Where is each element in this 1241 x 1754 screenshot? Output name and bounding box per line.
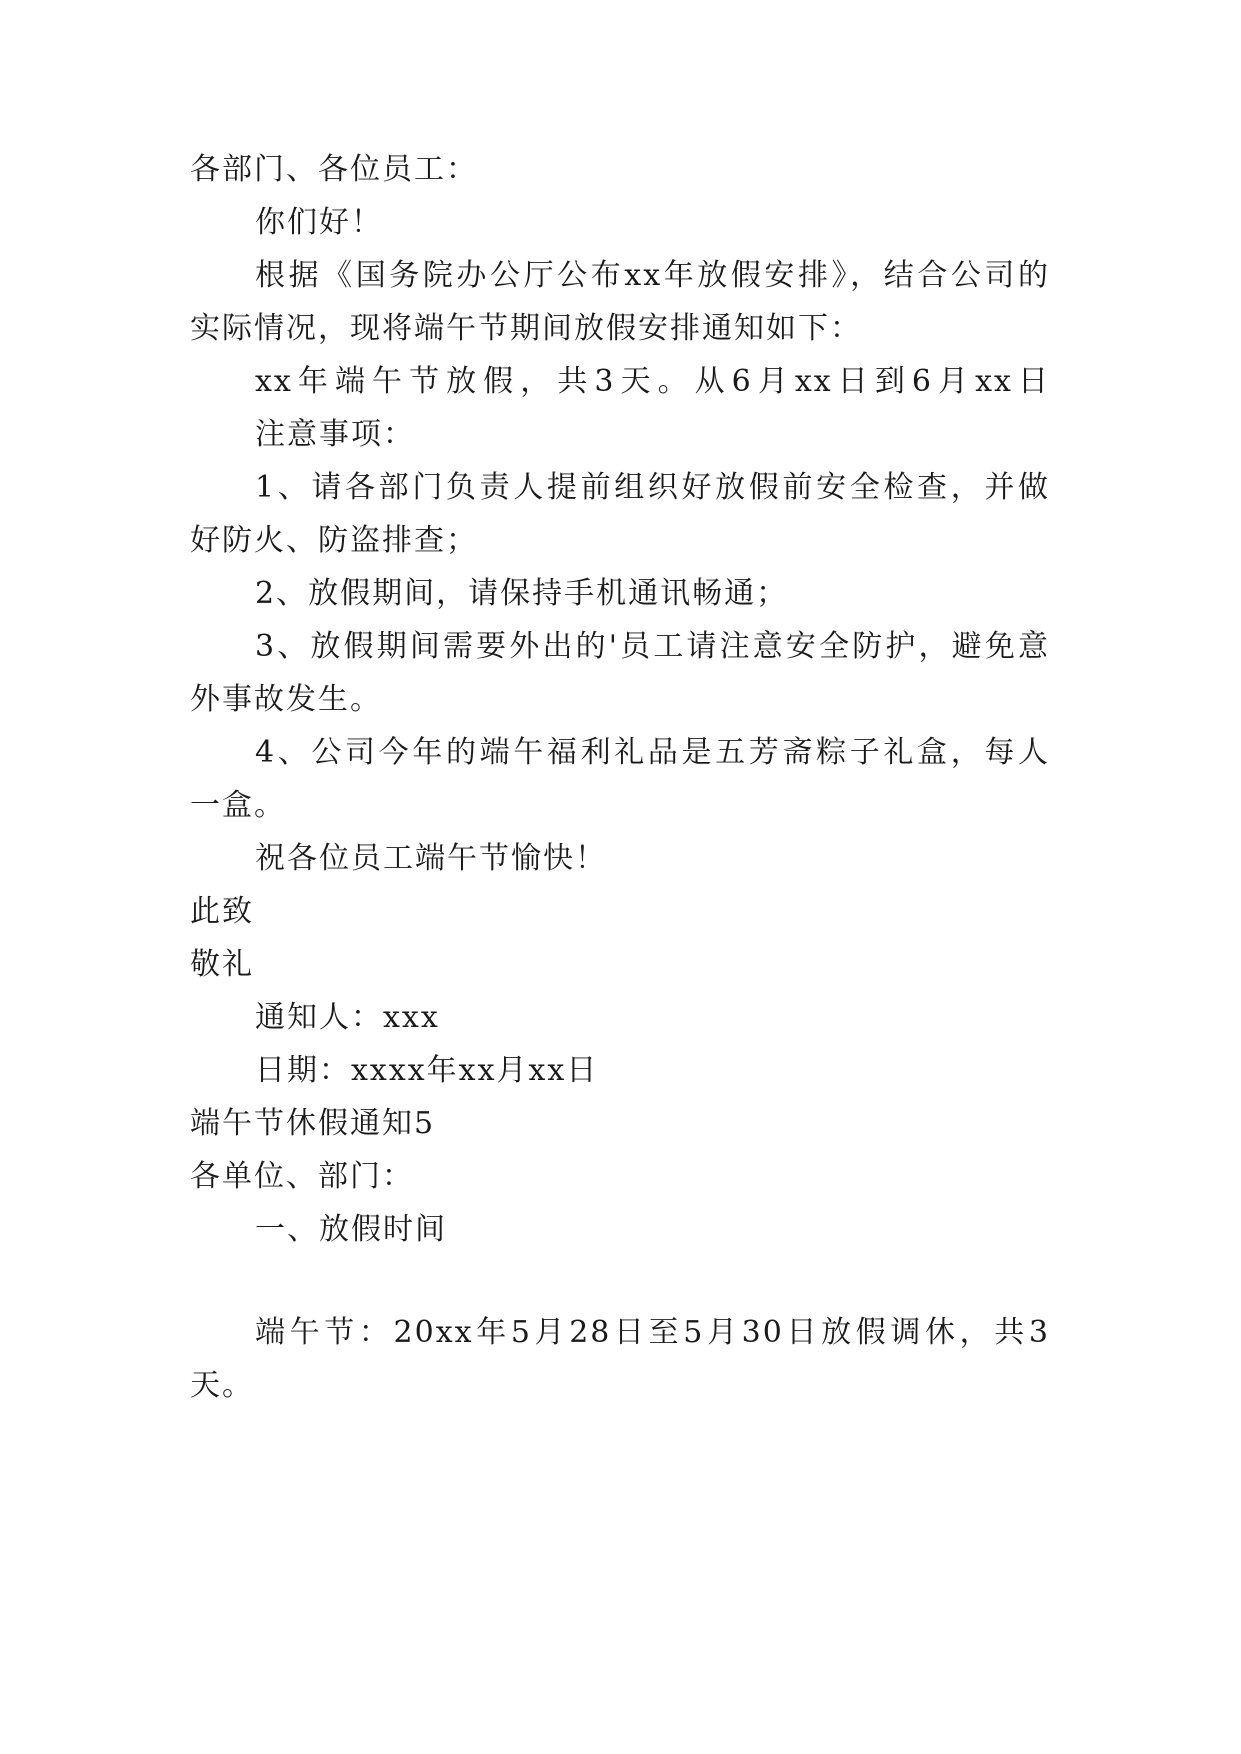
notifier-line: 通知人：xxx xyxy=(255,1000,440,1035)
paragraph-line: 实际情况，现将端午节期间放假安排通知如下： xyxy=(190,311,862,346)
note-item-3-cont: 外事故发生。 xyxy=(190,682,382,717)
holiday-dates-line: xx年端午节放假，共3天。从6月xx日到6月xx日 xyxy=(255,364,1050,399)
note-item-4-cont: 一盒。 xyxy=(190,788,286,823)
wishes-line: 祝各位员工端午节愉快！ xyxy=(255,841,607,876)
addressee-line: 各单位、部门： xyxy=(190,1159,414,1194)
subsection-heading: 一、放假时间 xyxy=(255,1212,447,1247)
salutation-line: 敬礼 xyxy=(190,947,254,982)
notes-heading: 注意事项： xyxy=(255,417,415,452)
note-item-2: 2、放假期间，请保持手机通讯畅通； xyxy=(255,576,789,611)
closing-line: 此致 xyxy=(190,894,254,929)
note-item-4: 4、公司今年的端午福利礼品是五芳斋粽子礼盒，每人 xyxy=(255,735,1050,770)
paragraph-line: 根据《国务院办公厅公布xx年放假安排》，结合公司的 xyxy=(255,258,1050,293)
holiday-period-line: 端午节：20xx年5月28日至5月30日放假调休，共3 xyxy=(255,1315,1050,1350)
note-item-3: 3、放假期间需要外出的'员工请注意安全防护，避免意 xyxy=(255,629,1050,664)
hello-line: 你们好！ xyxy=(255,205,383,240)
note-item-1: 1、请各部门负责人提前组织好放假前安全检查，并做 xyxy=(255,470,1050,505)
note-item-1-cont: 好防火、防盗排查； xyxy=(190,523,478,558)
holiday-period-line-cont: 天。 xyxy=(190,1368,254,1403)
section-title: 端午节休假通知5 xyxy=(190,1106,436,1141)
greeting-line: 各部门、各位员工： xyxy=(190,152,478,187)
date-line: 日期：xxxx年xx月xx日 xyxy=(255,1053,599,1088)
